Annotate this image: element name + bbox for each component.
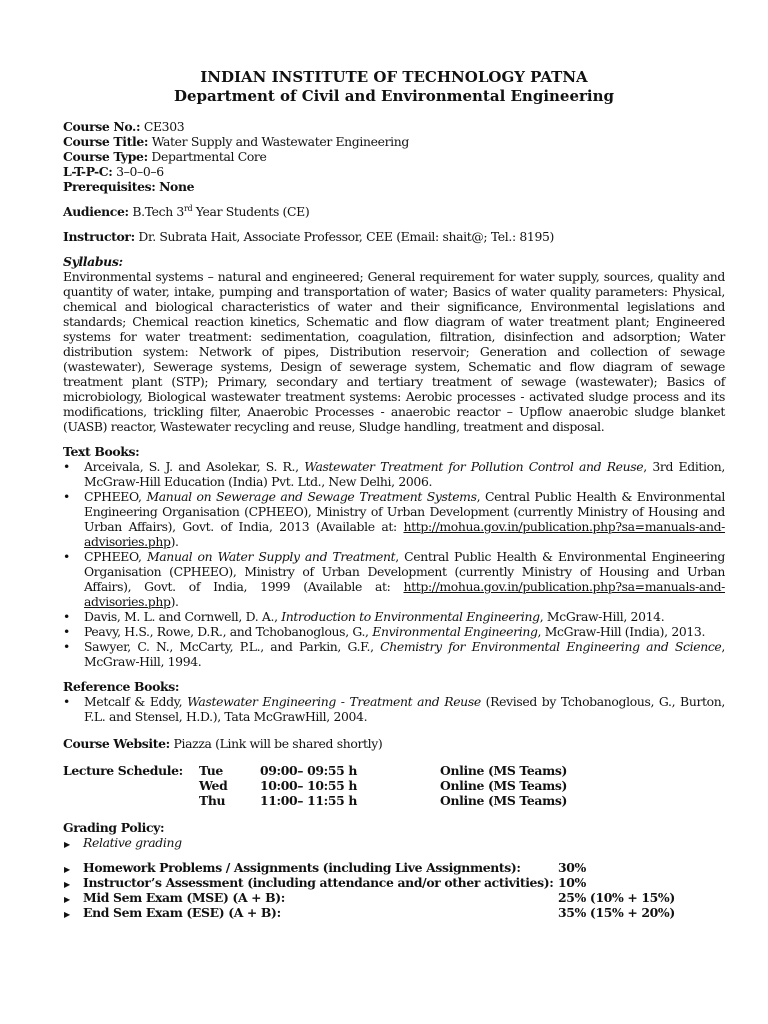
list-item (63, 694, 725, 724)
department-title: Department of Civil and Environmental Engineering (173, 87, 615, 105)
lecture-schedule (63, 763, 725, 808)
grading-item: ▶ Mid Sem Exam (MSE) (A + B): (63, 890, 558, 905)
citation-title: Chemistry for Environmental Engineering and Science (380, 639, 722, 654)
citation-details: , Central Public Health & Environmental Engineering Organisation (CPHEEO), Ministry of Urban Development (currently Ministry of Housing and Urban Affairs), Govt. of India, 1999 (Available at: (84, 549, 725, 594)
textbooks-list (63, 459, 725, 669)
course-no-line: Course No.: CE303 (63, 119, 185, 134)
citation-authors: CPHEEO, (84, 489, 147, 504)
grading-value: 35% (15% + 20%) (558, 905, 675, 920)
ltpc-line: L-T-P-C: 3–0–0–6 (63, 164, 164, 179)
grading-item: ▶ Instructor’s Assessment (including attendance and/or other activities): (63, 875, 558, 890)
citation-authors: Davis, M. L. and Cornwell, D. A., (84, 609, 282, 624)
course-type-line: Course Type: Departmental Core (63, 149, 267, 164)
citation-details: , 3rd Edition, McGraw-Hill Education (India) Pvt. Ltd., New Delhi, 2006. (84, 459, 725, 489)
relative-grading: ▶ Relative grading (63, 835, 725, 850)
list-item (63, 489, 725, 549)
citation-title: Manual on Sewerage and Sewage Treatment Systems (146, 489, 477, 504)
citation-title: Manual on Water Supply and Treatment (146, 549, 396, 564)
citation-link[interactable]: http://mohua.gov.in/publication.php?sa=manuals-and-advisories.php (84, 519, 725, 549)
citation-title: Wastewater Engineering - Treatment and Reuse (187, 694, 481, 709)
schedule-day: Thu (199, 793, 226, 808)
citation-authors: Sawyer, C. N., McCarty, P.L., and Parkin, G.F., (84, 639, 381, 654)
citation-details: , McGraw-Hill, 2014. (539, 609, 665, 624)
list-item (63, 459, 725, 489)
grading-item: ▶ End Sem Exam (ESE) (A + B): (63, 905, 558, 920)
citation-title: Introduction to Environmental Engineering (281, 609, 540, 624)
citation-authors: Arceivala, S. J. and Asolekar, S. R., (84, 459, 305, 474)
grading-row (63, 905, 725, 920)
references-label: Reference Books: (63, 679, 180, 694)
schedule-row (63, 778, 725, 793)
schedule-label (63, 778, 199, 793)
grading-value: 10% (558, 875, 586, 890)
grading-row (63, 875, 725, 890)
schedule-label: Lecture Schedule: (63, 763, 183, 778)
grading-item: ▶ Homework Problems / Assignments (including Live Assignments): (63, 860, 558, 875)
audience-line: Audience: B.Tech 3rd Year Students (CE) (63, 203, 310, 219)
grading-row (63, 890, 725, 905)
citation-title: Wastewater Treatment for Pollution Control and Reuse (304, 459, 644, 474)
prereq-line: Prerequisites: None (63, 179, 195, 194)
instructor-line: Instructor: Dr. Subrata Hait, Associate Professor, CEE (Email: shait@; Tel.: 8195) (63, 229, 554, 244)
course-info (63, 119, 725, 920)
list-item (63, 624, 725, 639)
schedule-mode: Online (MS Teams) (440, 793, 567, 808)
institute-title: INDIAN INSTITUTE OF TECHNOLOGY PATNA (200, 68, 588, 86)
citation-details: , McGraw-Hill, 1994. (84, 639, 725, 669)
schedule-mode: Online (MS Teams) (440, 778, 567, 793)
schedule-day: Tue (199, 763, 223, 778)
grading-value: 25% (10% + 15%) (558, 890, 675, 905)
schedule-mode: Online (MS Teams) (440, 763, 567, 778)
website-line: Course Website: Piazza (Link will be shared shortly) (63, 736, 383, 751)
grading-row (63, 860, 725, 875)
schedule-label (63, 793, 199, 808)
citation-details: , McGraw-Hill (India), 2013. (537, 624, 706, 639)
citation-tail: ). (170, 534, 179, 549)
textbooks-label: Text Books: (63, 444, 140, 459)
citation-authors: Metcalf & Eddy, (84, 694, 188, 709)
citation-link[interactable]: http://mohua.gov.in/publication.php?sa=manuals-and-advisories.php (84, 579, 725, 609)
grading-table (63, 860, 725, 920)
schedule-row (63, 793, 725, 808)
course-title-line: Course Title: Water Supply and Wastewater Engineering (63, 134, 409, 149)
list-item (63, 549, 725, 609)
citation-details: (Revised by Tchobanoglous, G., Burton, F.L. and Stensel, H.D.), Tata McGrawHill, 2004. (84, 694, 725, 724)
schedule-time: 10:00– 10:55 h (260, 778, 358, 793)
list-item (63, 609, 725, 624)
references-list (63, 694, 725, 724)
citation-title: Environmental Engineering (372, 624, 538, 639)
citation-details: , Central Public Health & Environmental Engineering Organisation (CPHEEO), Ministry of Urban Development (currently Ministry of Housing and Urban Affairs), Govt. of India, 2013 (Available at: (84, 489, 725, 534)
schedule-row (63, 763, 725, 778)
citation-authors: CPHEEO, (84, 549, 147, 564)
syllabus-text: Environmental systems – natural and engineered; General requirement for water supply, sources, quality and quantity of water, intake, pumping and transportation of water; Basics of water quality parameters: Physical, chemical and biological characteristics of water and their significance, Environmental legislations and standards; Chemical reaction kinetics, Schematic and flow diagram of water treatment plant; Engineered systems for water treatment: sedimentation, coagulation, filtration, disinfection and adsorption; Water distribution system: Network of pipes, Distribution reservoir; Generation and collection of sewage (wastewater), Sewerage systems, Design of sewerage system, Schematic and flow diagram of sewage treatment plant (STP); Primary, secondary and tertiary treatment of sewage (wastewater); Basics of microbiology, Biological wastewater treatment systems: Aerobic processes - activated sludge process and its modifications, trickling filter, Anaerobic Processes - anaerobic reactor – Upflow anaerobic sludge blanket (UASB) reactor, Wastewater recycling and reuse, Sludge handling, treatment and disposal. (63, 269, 725, 434)
list-item (63, 639, 725, 669)
schedule-day: Wed (199, 778, 228, 793)
grading-value: 30% (558, 860, 586, 875)
schedule-time: 11:00– 11:55 h (260, 793, 358, 808)
citation-authors: Peavy, H.S., Rowe, D.R., and Tchobanoglous, G., (84, 624, 373, 639)
grading-label: Grading Policy: (63, 820, 165, 835)
syllabus-label: Syllabus: (63, 254, 123, 269)
citation-tail: ). (170, 594, 179, 609)
schedule-time: 09:00– 09:55 h (260, 763, 358, 778)
